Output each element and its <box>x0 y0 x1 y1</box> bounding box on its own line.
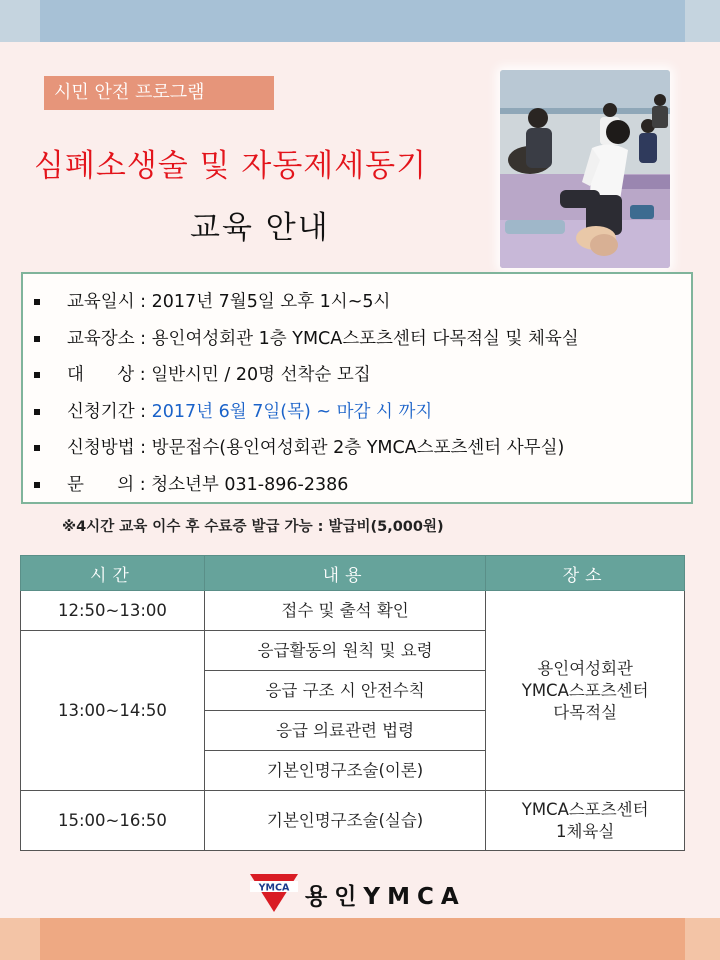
info-label: 신청기간 : <box>67 401 152 422</box>
info-item-target <box>23 357 691 394</box>
cpr-training-photo <box>500 70 670 268</box>
info-value: 2017년 6월 7일(목) ~ 마감 시 까지 <box>151 401 433 422</box>
program-badge: 시민 안전 프로그램 <box>44 76 274 110</box>
info-value: 2017년 7월5일 오후 1시~5시 <box>151 292 391 312</box>
ymca-triangle-icon <box>248 872 300 914</box>
info-label: 교육일시 : <box>67 292 152 312</box>
info-label: 문 의 : <box>67 474 152 495</box>
content-cell: 접수 및 출석 확인 <box>204 591 485 631</box>
svg-text:YMCA: YMCA <box>258 882 290 894</box>
certificate-note: ※4시간 교육 이수 후 수료증 발급 가능 : 발급비(5,000원) <box>62 519 444 535</box>
place-cell: 용인여성회관 YMCA스포츠센터 다목적실 <box>486 591 685 791</box>
logo-text: 용인YMCA <box>305 884 466 910</box>
content-cell: 응급활동의 원칙 및 요령 <box>204 631 485 671</box>
time-cell: 12:50~13:00 <box>21 591 205 631</box>
content-cell: 응급 구조 시 안전수칙 <box>204 671 485 711</box>
table-row <box>21 591 685 631</box>
ymca-logo <box>248 872 468 916</box>
schedule-table <box>20 555 685 851</box>
info-label: 교육장소 : <box>67 328 152 349</box>
info-item-period <box>23 394 691 431</box>
info-value: 일반시민 / 20명 선착순 모집 <box>151 365 371 385</box>
info-value: 방문접수(용인여성회관 2층 YMCA스포츠센터 사무실) <box>151 438 565 458</box>
content-cell: 응급 의료관련 법령 <box>204 711 485 751</box>
bottom-decor-band <box>0 918 720 960</box>
info-label: 신청방법 : <box>67 438 152 458</box>
content-cell: 기본인명구조술(실습) <box>204 791 485 851</box>
content-cell: 기본인명구조술(이론) <box>204 751 485 791</box>
place-cell: YMCA스포츠센터 1체육실 <box>486 791 685 851</box>
time-cell: 15:00~16:50 <box>21 791 205 851</box>
info-item-date <box>23 284 691 321</box>
header-time: 시간 <box>21 556 205 591</box>
info-item-place <box>23 321 691 358</box>
info-value: 청소년부 031-896-2386 <box>151 474 349 495</box>
top-decor-band <box>0 0 720 42</box>
info-box <box>21 272 693 504</box>
page-subtitle: 교육 안내 <box>190 210 330 246</box>
table-row <box>21 791 685 851</box>
header-content: 내용 <box>204 556 485 591</box>
info-item-contact <box>23 467 691 504</box>
info-value: 용인여성회관 1층 YMCA스포츠센터 다목적실 및 체육실 <box>151 328 579 349</box>
time-cell: 13:00~14:50 <box>21 631 205 791</box>
info-item-method <box>23 430 691 467</box>
info-label: 대 상 : <box>67 365 152 385</box>
header-place: 장소 <box>486 556 685 591</box>
page-title: 심폐소생술 및 자동제세동기 <box>34 148 428 184</box>
